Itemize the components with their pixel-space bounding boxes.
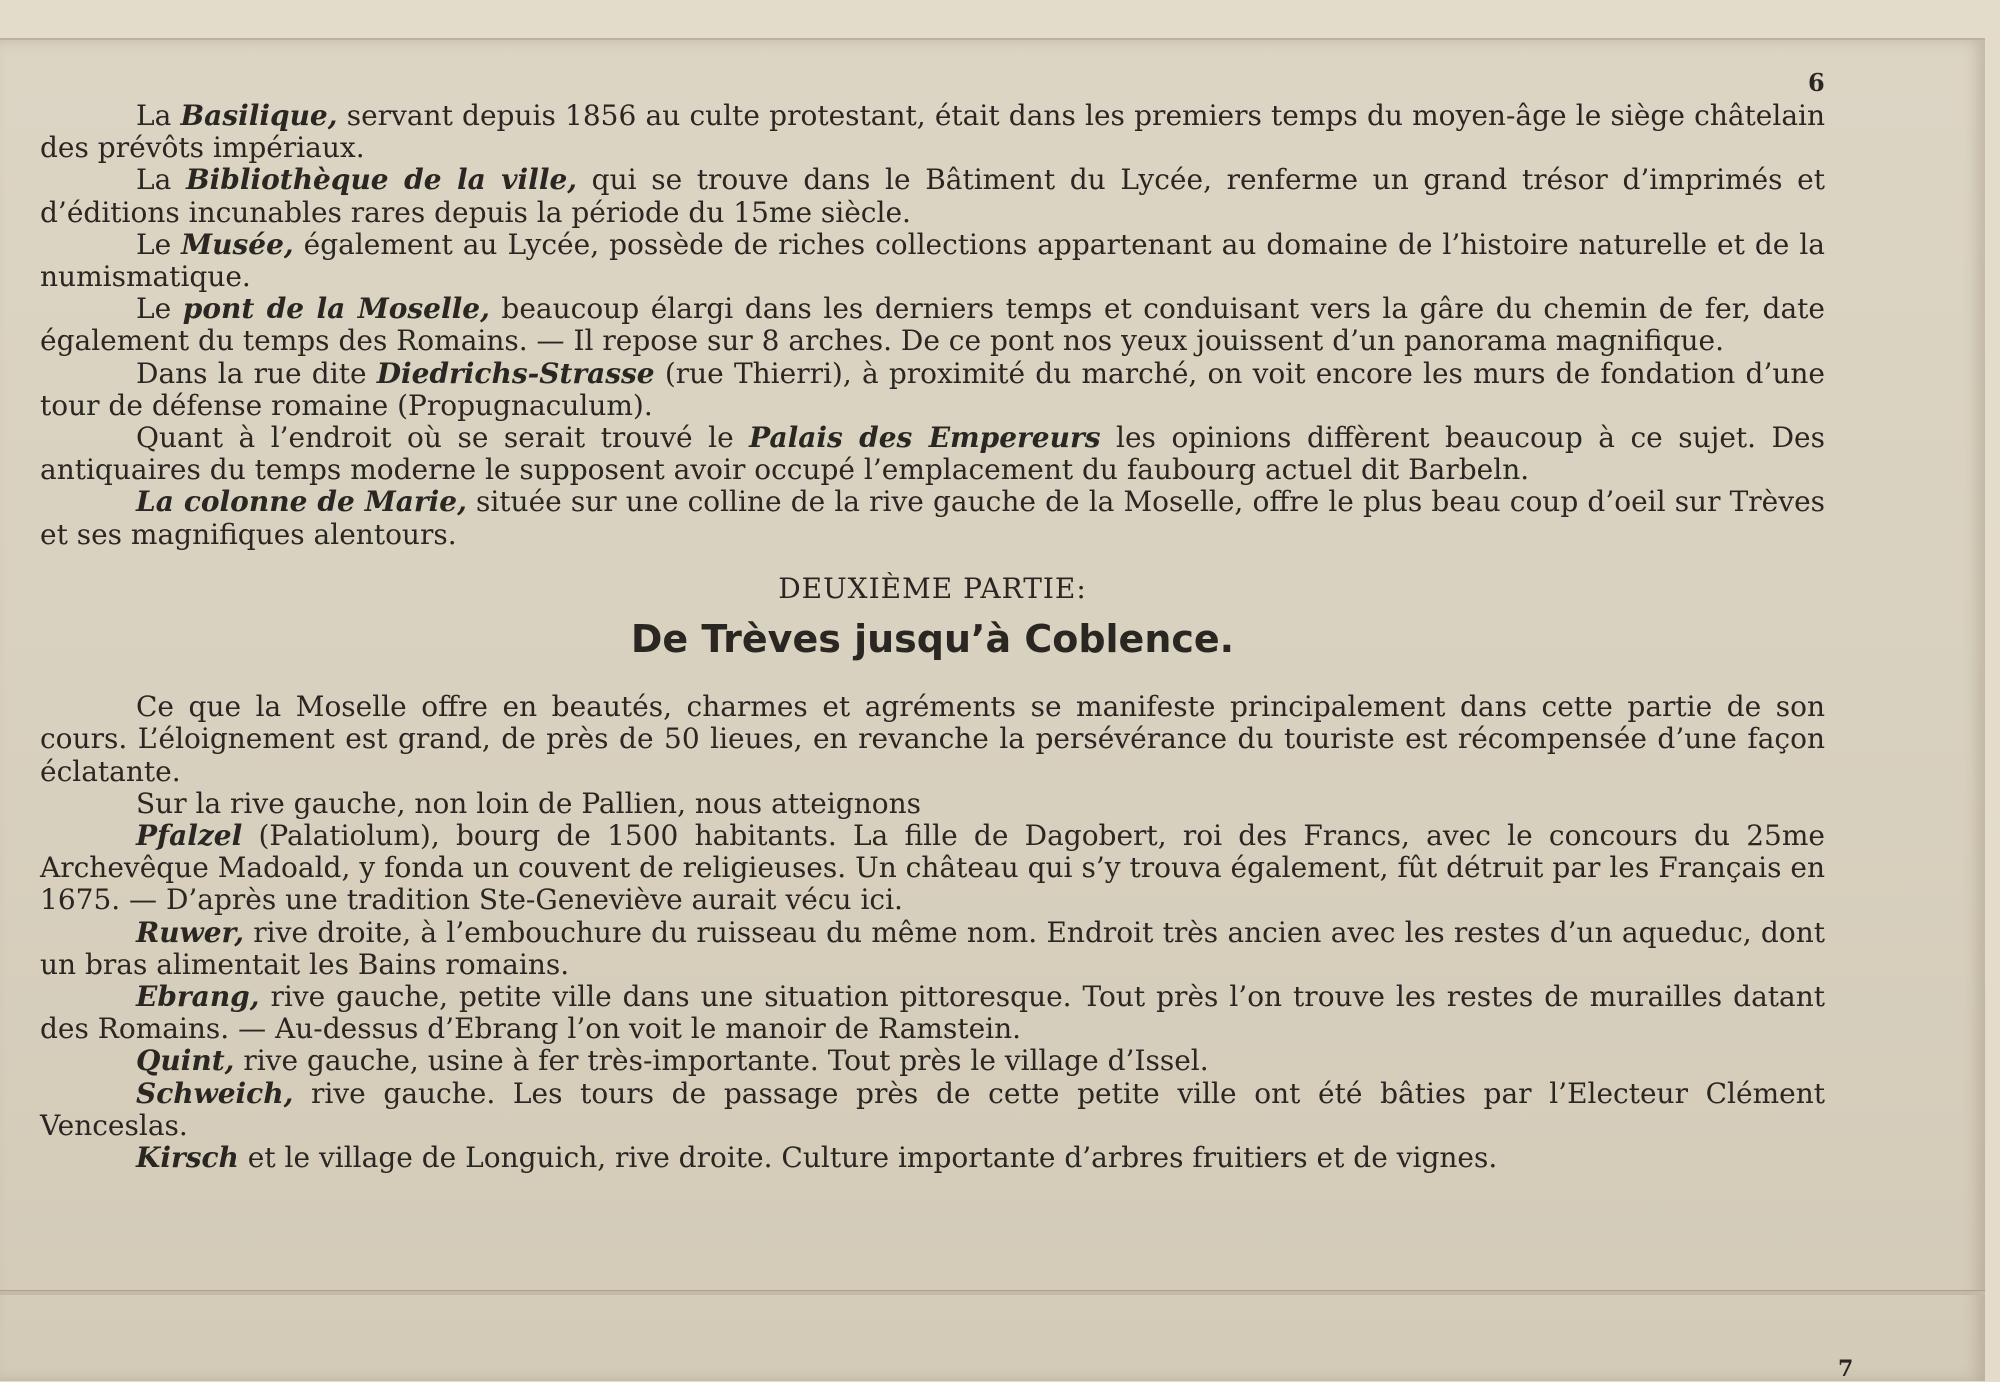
part-two-paragraphs (40, 691, 1825, 1174)
place-name: Palais des Empereurs (749, 421, 1101, 455)
paragraph (40, 917, 1825, 981)
page-number-bottom: 7 (1838, 1356, 1854, 1382)
paragraph (40, 788, 1825, 820)
next-page-edge (0, 1290, 1985, 1295)
place-name: Diedrichs-Strasse (376, 356, 655, 390)
paragraph (40, 229, 1825, 293)
paragraph-text: servant depuis 1856 au culte protestant, était dans les premiers temps du moyen-âge le siège châtelain des prévôts impériaux. (40, 99, 1826, 165)
paragraph-lead: Ce que la Moselle offre en beautés, charmes et agréments se manifeste principalement dans cette partie de son cours. L’éloignement est grand, de près de 50 lieues, en revanche la persévérance du touriste est récompensée d’une façon éclatante. (40, 690, 1825, 788)
paragraph-lead: La (136, 163, 186, 197)
place-name: Ruwer, (136, 915, 245, 949)
paragraph (40, 486, 1825, 550)
paragraph-lead: Dans la rue dite (136, 356, 377, 390)
paragraph (40, 100, 1825, 164)
page-number-top: 6 (1808, 68, 1825, 97)
paragraph-text: rive droite, à l’embouchure du ruisseau du même nom. Endroit très ancien avec les restes d’un aqueduc, dont un bras alimentait les Bains romains. (40, 915, 1825, 981)
paragraph-text: beaucoup élargi dans les derniers temps et conduisant vers la gâre du chemin de fer, date également du temps des Romains. — Il repose sur 8 arches. De ce pont nos yeux jouissent d’un panorama magnifique. (40, 292, 1825, 358)
paragraph-lead: Quant à l’endroit où se serait trouvé le (136, 421, 750, 455)
page-text (40, 100, 1825, 1174)
paragraph (40, 820, 1825, 917)
paragraph-text: également au Lycée, possède de riches collections appartenant au domaine de l’histoire naturelle et de la numismatique. (40, 227, 1825, 294)
place-name: Basilique, (180, 99, 338, 132)
paragraph-text: rive gauche. Les tours de passage près de cette petite ville ont été bâties par l’Electeur Clément Venceslas. (40, 1076, 1825, 1142)
paragraph-lead: Le (136, 292, 183, 326)
paragraph-lead: Sur la rive gauche, non loin de Pallien, nous atteignons (136, 786, 922, 820)
paragraph-lead: Le (136, 227, 182, 261)
paragraph-text: et le village de Longuich, rive droite. Culture importante d’arbres fruitiers et de vignes. (238, 1141, 1498, 1175)
place-name: Ebrang, (136, 980, 260, 1014)
paragraph (40, 422, 1825, 486)
paragraph (40, 691, 1825, 788)
paragraph-text: rive gauche, usine à fer très-importante. Tout près le village d’Issel. (234, 1044, 1209, 1078)
paragraph-text: (rue Thierri), à proximité du marché, on voit encore les murs de fondation d’une tour de défense romaine (Propugnaculum). (40, 356, 1825, 422)
paragraph-text: rive gauche, petite ville dans une situation pittoresque. Tout près l’on trouve les restes de murailles datant des Romains. — Au-dessus d’Ebrang l’on voit le manoir de Ramstein. (40, 980, 1825, 1046)
paragraph (40, 981, 1825, 1045)
place-name: Schweich, (136, 1076, 294, 1110)
paragraph-lead: La (136, 99, 181, 132)
place-name: Pfalzel (136, 819, 243, 853)
place-name: pont de la Moselle, (182, 292, 490, 326)
paragraph-text: (Palatiolum), bourg de 1500 habitants. La fille de Dagobert, roi des Francs, avec le concours du 25me Archevêque Madoald, y fonda un couvent de religieuses. Un château qui s’y trouva également, fût détruit par les Français en 1675. — D’après une tradition Ste-Geneviève aurait vécu ici. (40, 819, 1825, 917)
paragraph-text: qui se trouve dans le Bâtiment du Lycée, renferme un grand trésor d’imprimés et d’éditions incunables rares depuis la période du 15me siècle. (40, 163, 1826, 229)
place-name: Quint, (136, 1044, 235, 1078)
section-title: De Trèves jusqu’à Coblence. (630, 617, 1235, 662)
paragraph-text: située sur une colline de la rive gauche de la Moselle, offre le plus beau coup d’oeil sur Trèves et ses magnifiques alentours. (40, 485, 1826, 551)
place-name: Musée, (181, 227, 294, 261)
place-name: La colonne de Marie, (136, 485, 467, 519)
place-name: Bibliothèque de la ville, (185, 163, 578, 197)
paragraph-text: les opinions diffèrent beaucoup à ce sujet. Des antiquaires du temps moderne le supposent avoir occupé l’emplacement du faubourg actuel dit Barbeln. (40, 421, 1825, 487)
paragraph (40, 293, 1825, 357)
place-name: Kirsch (136, 1141, 239, 1175)
paragraph (40, 1078, 1825, 1142)
paragraph (40, 358, 1825, 422)
part-heading: DEUXIÈME PARTIE: (778, 571, 1087, 605)
paragraph (40, 1142, 1825, 1174)
part-one-paragraphs (40, 100, 1825, 551)
paragraph (40, 1045, 1825, 1077)
paragraph (40, 164, 1825, 228)
